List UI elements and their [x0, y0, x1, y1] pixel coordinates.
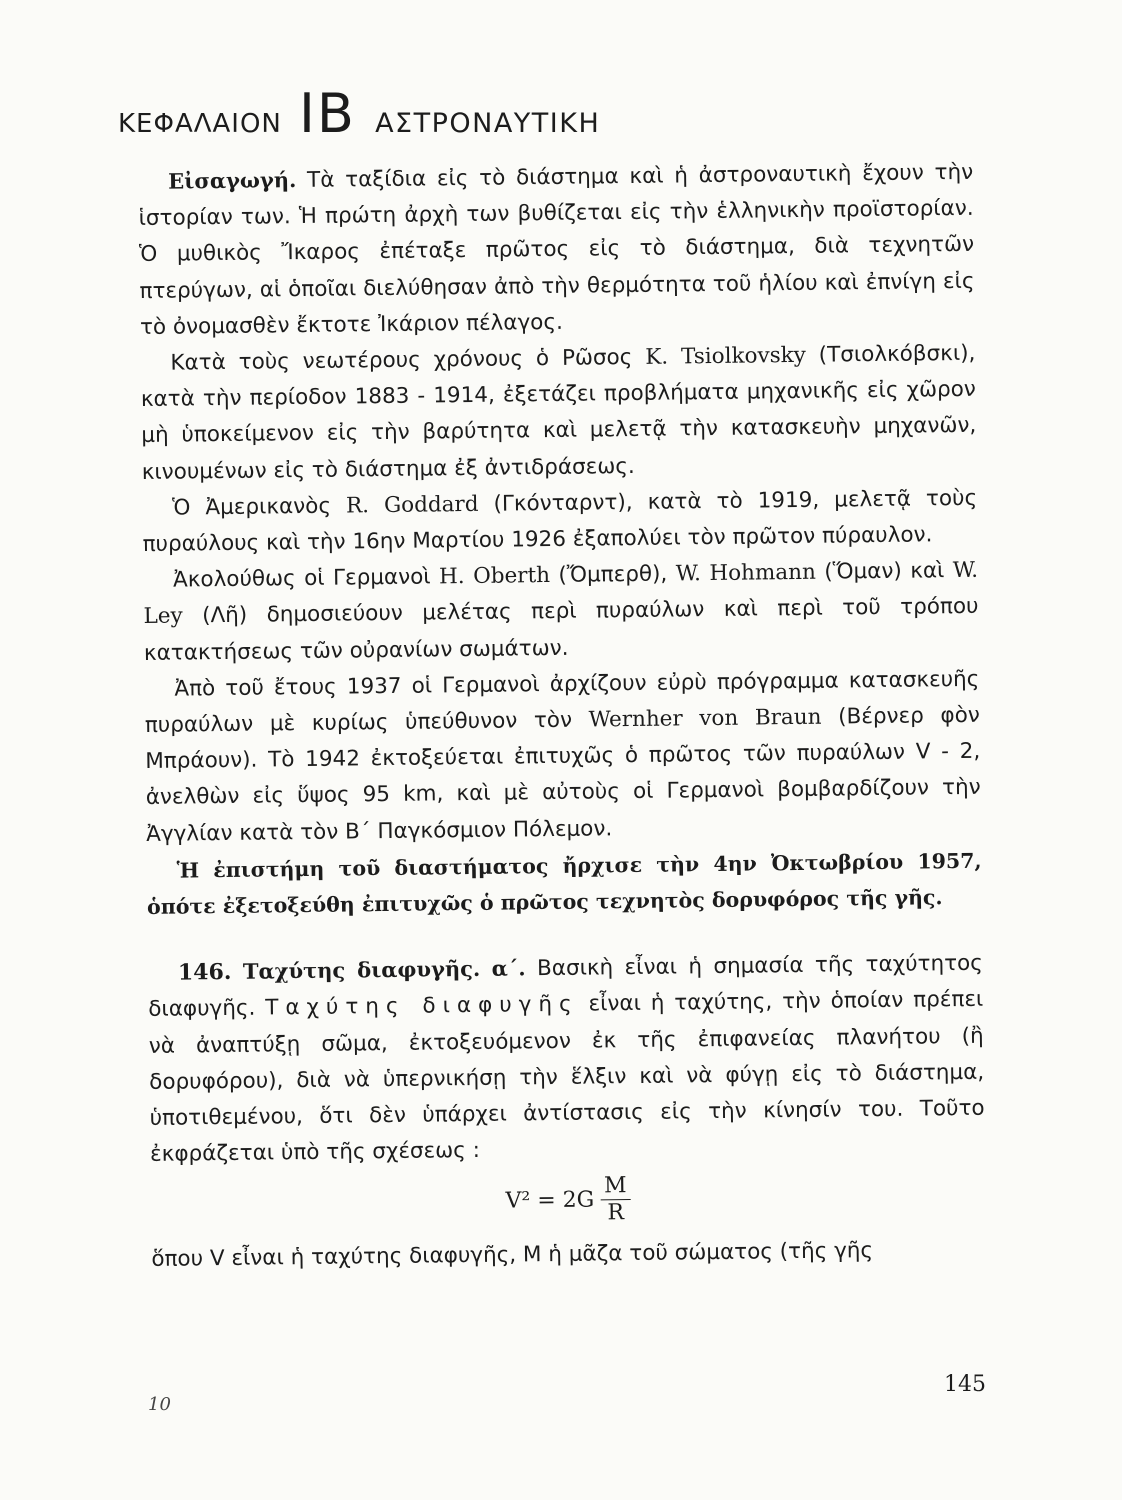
tsiolkovsky-paragraph: [140, 336, 977, 491]
space-science-paragraph: Ἡ ἐπιστήμη τοῦ διαστήματος ἤρχισε τὴν 4ην Ὀκτωβρίου 1957, ὁπότε ἐξετοξεύθη ἐπιτυχῶς ὁ πρῶτος τεχνητὸς δορυφόρος τῆς γῆς.: [146, 848, 982, 920]
chapter-heading: [118, 82, 998, 152]
section-146-paragraph: [148, 945, 986, 1173]
page-number: 145: [944, 1372, 986, 1397]
formula-numerator: M: [600, 1174, 631, 1201]
goddard-name: R. Goddard: [345, 491, 479, 519]
p5-text-b: (Βέρνερ φὸν Μπράουν). Τὸ 1942 ἐκτοξεύεται ἐπιτυχῶς ὁ πρῶτος τῶν πυραύλων V - 2, ἀνελθὼν εἰς ὕψος 95 km, καὶ μὲ αὐτοὺς οἱ Γερμανοὶ βομβαρδίζουν τὴν Ἀγγλίαν κατὰ τὸν Β΄ Παγκόσμιον Πόλεμον.: [145, 702, 981, 847]
oberth-name: H. Oberth: [438, 563, 551, 590]
formula-fraction: [600, 1174, 631, 1227]
chapter-number: ΙΒ: [298, 82, 356, 145]
von-braun-paragraph: [144, 662, 981, 853]
chapter-topic: ΑΣΤΡΟΝΑΥΤΙΚΗ: [375, 108, 601, 139]
escape-velocity-term: Ταχύτης διαφυγῆς: [265, 992, 579, 1021]
signature-mark: 10: [148, 1394, 171, 1415]
escape-velocity-formula: [150, 1169, 986, 1232]
hohmann-name: W. Hohmann: [675, 559, 816, 587]
p4-text-c: (Ὅμαν) καὶ: [824, 558, 945, 585]
p2-text-b: (Τσιολκόβσκι), κατὰ τὴν περίοδον 1883 - 1914, ἐξετάζει προβλήματα μηχανικῆς εἰς χῶρον μὴ ὑποκείμενον εἰς τὴν βαρύτητα καὶ μελετᾷ τὴν κατασκευὴν μηχανῶν, κινουμένων εἰς τὸ διάστημα ἐξ ἀντιδράσεως.: [140, 340, 977, 485]
formula-denominator: R: [607, 1200, 625, 1226]
section-text-a: Βασικὴ εἶναι ἡ σημασία τῆς ταχύτητος διαφυγῆς.: [148, 951, 983, 1023]
intro-text: Τὰ ταξίδια εἰς τὸ διάστημα καὶ ἡ ἀστροναυτικὴ ἔχουν τὴν ἱστορίαν των. Ἡ πρώτη ἀρχὴ των βυθίζεται εἰς τὴν ἑλληνικὴν προϊστορίαν. Ὁ μυθικὸς Ἴκαρος ἐπέταξε πρῶτος εἰς τὸ διάστημα, διὰ τεχνητῶν πτερύγων, αἱ ὁποῖαι διελύθησαν ἀπὸ τὴν θερμότητα τοῦ ἡλίου καὶ ἐπνίγη εἰς τὸ ὀνομασθὲν ἔκτοτε Ἰκάριον πέλαγος.: [138, 159, 975, 340]
section-number: 146.: [177, 959, 232, 986]
p4-text-d: (Λῆ) δημοσιεύουν μελέτας περὶ πυραύλων καὶ περὶ τοῦ τρόπου κατακτήσεως τῶν οὐρανίων σωμάτων.: [143, 594, 979, 666]
formula-explanation-line: ὅπου V εἶναι ἡ ταχύτης διαφυγῆς, Μ ἡ μᾶζα τοῦ σώματος (τῆς γῆς: [151, 1238, 874, 1273]
section-text-b: εἶναι ἡ ταχύτης, τὴν ὁποίαν πρέπει νὰ ἀναπτύξῃ σῶμα, ἐκτοξευόμενον ἐκ τῆς ἐπιφανείας πλανήτου (ἢ δορυφόρου), διὰ νὰ ὑπερνικήσῃ τὴν ἕλξιν καὶ νὰ φύγῃ εἰς τὸ διάστημα, ὑποτιθεμένου, ὅτι δὲν ὑπάρχει ἀντίστασις εἰς τὴν κίνησίν του. Τοῦτο ἐκφράζεται ὑπὸ τῆς σχέσεως :: [148, 987, 985, 1168]
section-title: Ταχύτης διαφυγῆς.: [242, 956, 481, 985]
tsiolkovsky-name: K. Tsiolkovsky: [645, 342, 806, 370]
von-braun-name: Wernher von Braun: [588, 704, 822, 733]
ley-name: W. Ley: [143, 558, 979, 630]
p2-text-a: Κατὰ τοὺς νεωτέρους χρόνους ὁ Ρῶσος: [170, 344, 633, 376]
formula-lhs: V² = 2G: [505, 1187, 595, 1214]
german-scientists-paragraph: [143, 553, 979, 672]
p5-text-a: Ἀπὸ τοῦ ἔτους 1937 οἱ Γερμανοὶ ἀρχίζουν εὐρὺ πρόγραμμα κατασκευῆς πυραύλων μὲ κυρίως ὑπεύθυνον τὸν: [144, 666, 980, 739]
p4-text-a: Ἀκολούθως οἱ Γερμανοὶ: [172, 564, 431, 593]
p3-text-a: Ὁ Ἀμερικανὸς: [172, 493, 332, 521]
intro-lead: Εἰσαγωγή.: [168, 167, 297, 194]
p4-text-b: (Ὄμπερθ),: [558, 561, 668, 589]
chapter-label: ΚΕΦΑΛΑΙΟΝ: [118, 109, 282, 139]
page-body: [138, 154, 987, 1279]
intro-paragraph: [138, 154, 975, 346]
goddard-paragraph: [142, 481, 978, 564]
p3-text-b: (Γκόνταρντ), κατὰ τὸ 1919, μελετᾷ τοὺς πυραύλους καὶ τὴν 16ην Μαρτίου 1926 ἐξαπολύει τὸν πρῶτον πύραυλον.: [142, 485, 978, 558]
section-sub-label: α΄.: [491, 955, 526, 982]
